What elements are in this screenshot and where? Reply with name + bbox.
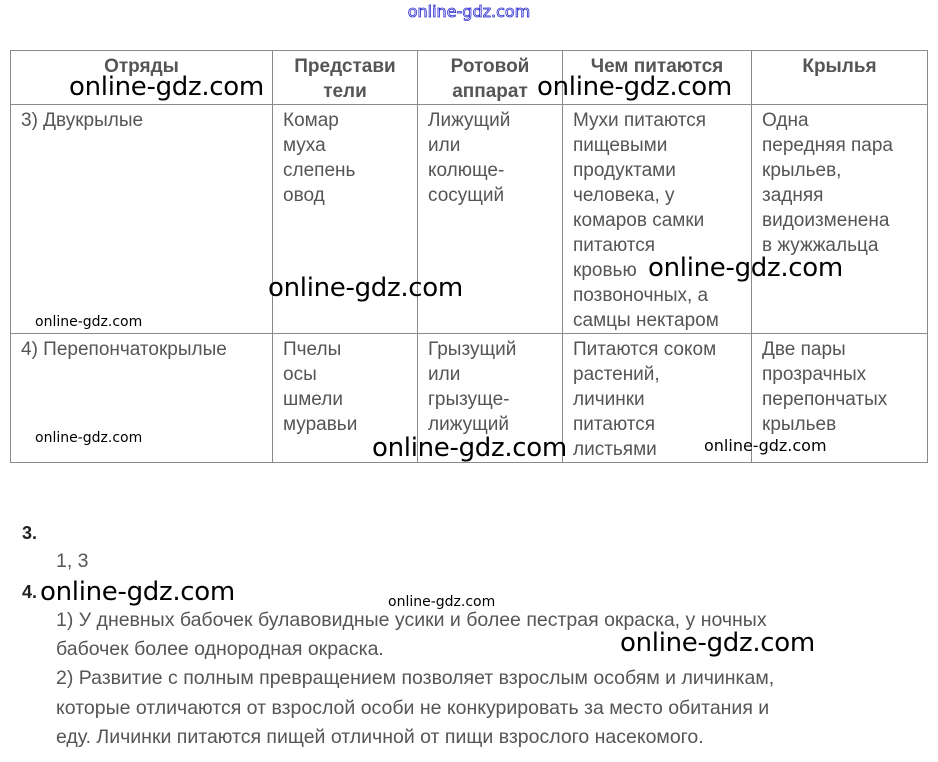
watermark: online-gdz.com [620,628,815,658]
watermark: online-gdz.com [648,253,843,283]
watermark-small: online-gdz.com [388,594,496,610]
watermark: online-gdz.com [372,433,567,463]
header-mouth: Ротовой аппарат [418,51,563,105]
section-4-line-1b: бабочек более однородная окраска. [56,638,384,660]
cell-mouth: Грызущий или грызуще- лижущий [418,334,563,463]
header-food: Чем питаются [563,51,752,105]
header-wings: Крылья [752,51,928,105]
section-4-line-1a: 1) У дневных бабочек булавовидные усики и более пестрая окраска, у ночных [56,609,767,631]
cell-members: Комар муха слепень овод [273,105,418,334]
cell-food: Питаются соком растений, личинки питаются листьями [563,334,752,463]
section-4-line-2b: которые отличаются от взрослой особи не конкурировать за место обитания и [56,697,770,719]
cell-mouth: Лижущий или колюще- сосущий [418,105,563,334]
section-4-line-2a: 2) Развитие с полным превращением позволяет взрослым особям и личинкам, [56,667,775,689]
watermark-small: online-gdz.com [704,436,827,455]
cell-order: 4) Перепончатокрылые [11,334,273,463]
section-4-line-2c: еду. Личинки питаются пищей отличной от пищи взрослого насекомого. [56,726,704,748]
cell-food: Мухи питаются пищевыми продуктами человека, у комаров самки питаются кровью позвоночных, а самцы нектаром [563,105,752,334]
watermark: online-gdz.com [69,72,264,102]
header-orders: Отряды [11,51,273,105]
cell-wings: Одна передняя пара крыльев, задняя видоизменена в жужжальца [752,105,928,334]
section-3-answer: 1, 3 [56,550,89,572]
section-3-number: 3. [22,523,38,543]
cell-wings: Две пары прозрачных перепончатых крыльев [752,334,928,463]
cell-members: Пчелы осы шмели муравьи [273,334,418,463]
table-row [11,105,928,334]
watermark: online-gdz.com [40,577,235,607]
cell-order: 3) Двукрылые [11,105,273,334]
section-4-number: 4. [22,582,38,602]
header-members: Представи тели [273,51,418,105]
top-watermark: online-gdz.com [407,2,531,21]
watermark: online-gdz.com [268,273,463,303]
watermark-small: online-gdz.com [35,430,143,446]
watermark-small: online-gdz.com [35,314,143,330]
watermark: online-gdz.com [537,72,732,102]
